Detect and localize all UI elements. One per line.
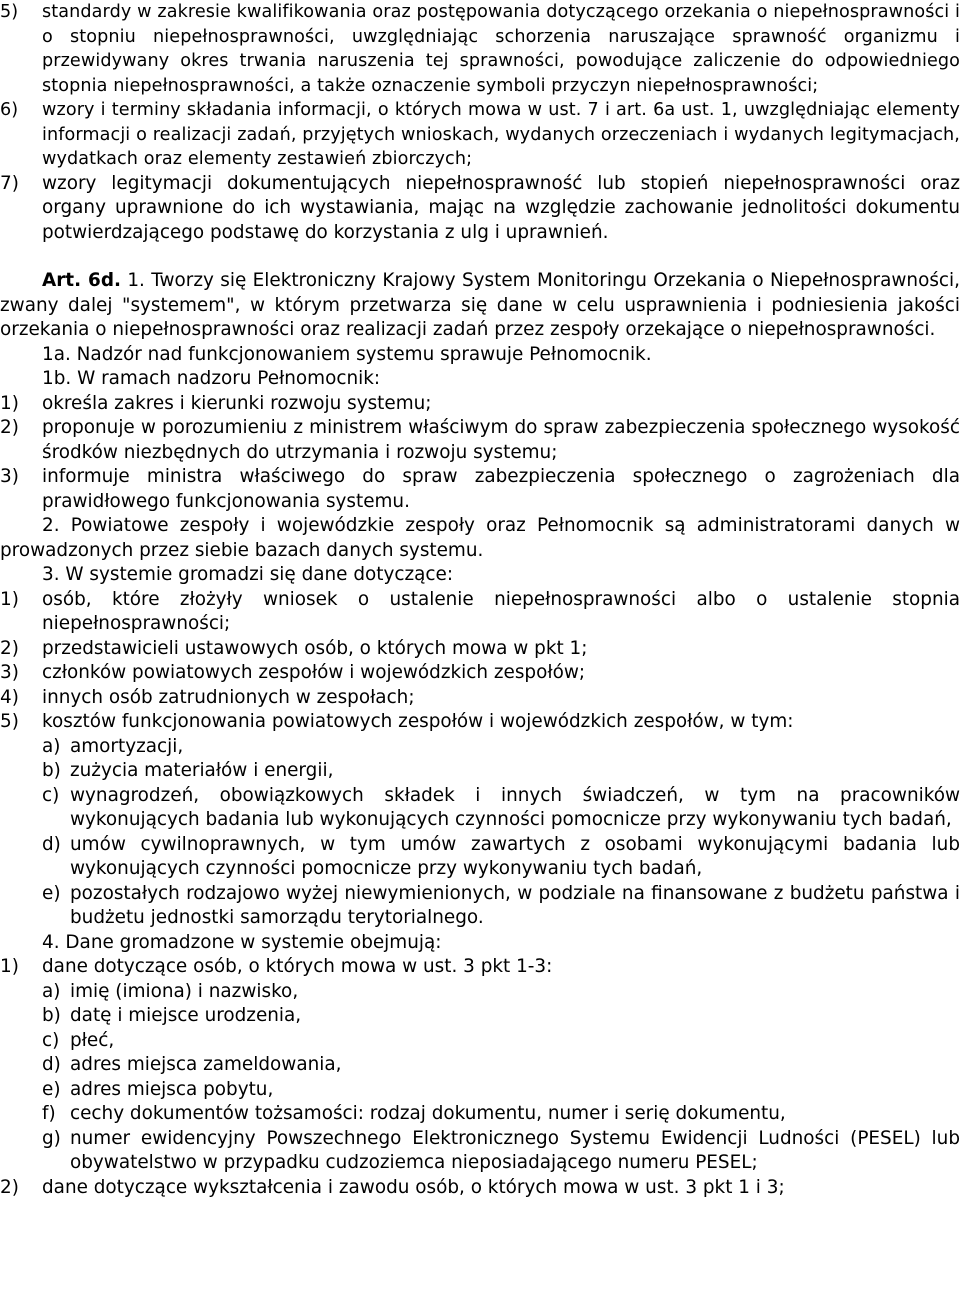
list-item (0, 955, 960, 980)
item-text: informuje ministra właściwego do spraw zabezpieczenia społecznego o zagrożeniach dla prawidłowego funkcjonowania systemu. (42, 466, 960, 512)
sub-item-text: adres miejsca pobytu, (70, 1078, 274, 1100)
sub-item-text: wynagrodzeń, obowiązkowych składek i innych świadczeń, w tym na pracowników wykonujących badania lub wykonujących czynności pomocnicze przy wykonywaniu tych badań, (70, 784, 960, 830)
paragraph-2: 2. Powiatowe zespoły i wojewódzkie zespoły oraz Pełnomocnik są administratorami danych w prowadzonych przez siebie bazach danych systemu. (0, 515, 960, 561)
sub-item (0, 1004, 960, 1029)
sub-item-letter: e) (42, 882, 61, 904)
sub-item (0, 1078, 960, 1103)
item-text: określa zakres i kierunki rozwoju systemu; (42, 392, 432, 414)
sub-item (0, 759, 960, 784)
list-item (0, 661, 960, 686)
item-number: 2) (0, 417, 19, 438)
item-text: dane dotyczące osób, o których mowa w ust. 3 pkt 1-3: (42, 956, 553, 977)
item-text: przedstawicieli ustawowych osób, o których mowa w pkt 1; (42, 637, 588, 659)
paragraph-3: 3. W systemie gromadzi się dane dotyczące: (42, 564, 454, 585)
item-text: innych osób zatrudnionych w zespołach; (42, 686, 415, 708)
item-number: 2) (0, 637, 19, 659)
sub-item-letter: d) (42, 1054, 61, 1075)
sub-item-letter: b) (42, 1005, 61, 1026)
sub-item-text: adres miejsca zameldowania, (70, 1054, 342, 1075)
article-label: Art. 6d. (42, 270, 121, 291)
paragraph-number: 1. (127, 270, 145, 291)
item-number: 5) (0, 711, 19, 732)
item-text: członków powiatowych zespołów i wojewódzkich zespołów; (42, 662, 586, 683)
list-item (0, 465, 960, 514)
sub-item-text: umów cywilnoprawnych, w tym umów zawartych z osobami wykonującymi badania lub wykonujących czynności pomocnicze przy wykonywaniu tych badań, (70, 833, 960, 879)
item-text: wzory i terminy składania informacji, o których mowa w ust. 7 i art. 6a ust. 1, uwzględniając elementy informacji o realizacji zadań, przyjętych wnioskach, wydanych orzeczeniach i wydanych legitymacjach, wydatkach oraz elementy zestawień zbiorczych; (42, 100, 960, 169)
sub-item-letter: d) (42, 833, 61, 855)
list-item (0, 588, 960, 637)
list-item (0, 710, 960, 735)
sub-item-letter: a) (42, 980, 61, 1002)
item-number: 6) (0, 100, 19, 120)
item-text: standardy w zakresie kwalifikowania oraz postępowania dotyczącego orzekania o niepełnosprawności i o stopniu niepełnosprawności, uwzględniając schorzenia naruszające sprawność organizmu i przewidywany okres trwania naruszenia tej sprawności, powodujące zaliczenie do odpowiedniego stopnia niepełnosprawności, a także oznaczenie symboli przyczyn niepełnosprawności; (42, 2, 960, 96)
item-number: 1) (0, 588, 19, 610)
list-item (0, 416, 960, 465)
sub-item (0, 1053, 960, 1078)
article-6d-paragraph-1 (0, 269, 960, 343)
sub-item-text: zużycia materiałów i energii, (70, 760, 334, 781)
item-text: osób, które złożyły wniosek o ustalenie niepełnosprawności albo o ustalenie stopnia niepełnosprawności; (42, 588, 960, 634)
sub-item-text: datę i miejsce urodzenia, (70, 1005, 302, 1026)
list-item (0, 392, 960, 417)
list-item (0, 637, 960, 662)
item-text: kosztów funkcjonowania powiatowych zespołów i wojewódzkich zespołów, w tym: (42, 711, 794, 732)
item-text: dane dotyczące wykształcenia i zawodu osób, o których mowa w ust. 3 pkt 1 i 3; (42, 1176, 785, 1198)
sub-item (0, 1127, 960, 1176)
sub-item-text: płeć, (70, 1029, 115, 1051)
item-number: 4) (0, 686, 19, 708)
item-number: 7) (0, 172, 19, 194)
list-item (0, 172, 960, 246)
item-number: 3) (0, 662, 19, 683)
sub-item (0, 980, 960, 1005)
sub-item-text: imię (imiona) i nazwisko, (70, 980, 299, 1002)
paragraph-text: Tworzy się Elektroniczny Krajowy System Monitoringu Orzekania o Niepełnosprawności, zwany dalej "systemem", w którym przetwarza się dane w celu usprawnienia i podniesienia jakości orzekania o niepełnosprawności oraz realizacji zadań przez zespoły orzekające o niepełnosprawności. (0, 270, 960, 340)
item-number: 3) (0, 466, 19, 487)
sub-item-letter: a) (42, 735, 61, 757)
sub-item-letter: b) (42, 760, 61, 781)
sub-item-letter: c) (42, 1029, 60, 1051)
sub-item (0, 1029, 960, 1054)
list-item (0, 98, 960, 172)
sub-item-letter: g) (42, 1127, 61, 1149)
sub-item-letter: f) (42, 1103, 56, 1124)
item-number: 1) (0, 392, 19, 414)
paragraph-1b: 1b. W ramach nadzoru Pełnomocnik: (42, 368, 381, 389)
list-item (0, 686, 960, 711)
sub-item (0, 784, 960, 833)
sub-item-text: numer ewidencyjny Powszechnego Elektronicznego Systemu Ewidencji Ludności (PESEL) lub obywatelstwo w przypadku cudzoziemca nieposiadającego numeru PESEL; (70, 1127, 960, 1173)
paragraph-4: 4. Dane gromadzone w systemie obejmują: (42, 931, 442, 953)
sub-item-text: pozostałych rodzajowo wyżej niewymienionych, w podziale na finansowane z budżetu państwa i budżetu jednostki samorządu terytorialnego. (70, 882, 960, 928)
sub-item-letter: e) (42, 1078, 61, 1100)
sub-item-text: cechy dokumentów tożsamości: rodzaj dokumentu, numer i serię dokumentu, (70, 1103, 786, 1124)
sub-item (0, 833, 960, 882)
list-item (0, 1176, 960, 1201)
item-text: wzory legitymacji dokumentujących niepełnosprawność lub stopień niepełnosprawności oraz organy uprawnione do ich wystawiania, mając na względzie zachowanie jednolitości dokumentu potwierdzającego podstawę do korzystania z ulg i uprawnień. (42, 172, 960, 243)
sub-item-letter: c) (42, 784, 60, 806)
sub-item-text: amortyzacji, (70, 735, 184, 757)
sub-item (0, 882, 960, 931)
item-number: 2) (0, 1176, 19, 1198)
spacer (0, 245, 960, 269)
sub-item (0, 1102, 960, 1127)
item-text: proponuje w porozumieniu z ministrem właściwym do spraw zabezpieczenia społecznego wysokość środków niezbędnych do utrzymania i rozwoju systemu; (42, 417, 960, 463)
sub-item (0, 735, 960, 760)
list-item (0, 0, 960, 98)
item-number: 5) (0, 2, 19, 22)
paragraph-1a: 1a. Nadzór nad funkcjonowaniem systemu sprawuje Pełnomocnik. (42, 343, 652, 365)
item-number: 1) (0, 956, 19, 977)
